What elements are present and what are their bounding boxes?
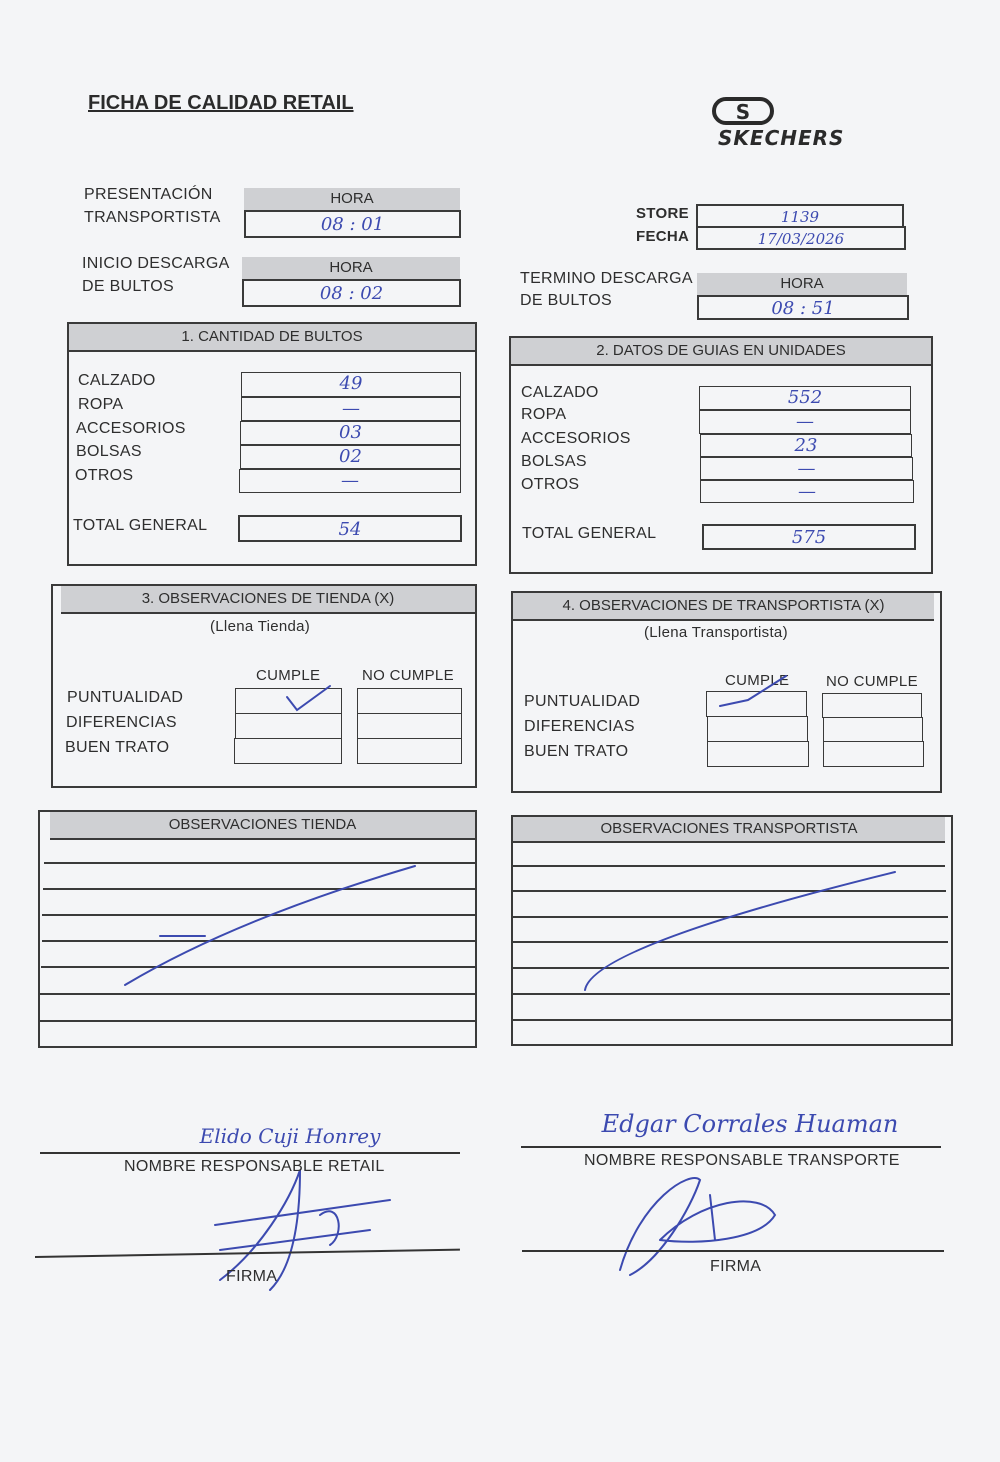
presentacion-hora-field[interactable]: 08 : 01 — [244, 210, 461, 238]
s4-row-label: PUNTUALIDAD — [524, 693, 641, 710]
s4-row-label: DIFERENCIAS — [524, 718, 635, 735]
check-mark-icon — [287, 686, 330, 710]
s2-row-label: ACCESORIOS — [521, 430, 631, 447]
s4-cumple-label: CUMPLE — [725, 672, 790, 689]
firma-line-right — [522, 1250, 944, 1252]
inicio-label-2: DE BULTOS — [82, 278, 174, 295]
s1-row-label: OTROS — [75, 467, 134, 484]
s2-row-label: BOLSAS — [521, 453, 587, 470]
s1-accesorios-field[interactable]: 03 — [240, 421, 461, 445]
section1-header: 1. CANTIDAD DE BULTOS — [69, 324, 475, 352]
s1-row-label: BOLSAS — [76, 443, 142, 460]
retail-name-label: NOMBRE RESPONSABLE RETAIL — [124, 1158, 385, 1175]
s3-cumple-label: CUMPLE — [256, 667, 321, 684]
s1-total-label: TOTAL GENERAL — [73, 517, 208, 534]
presentacion-label-2: TRANSPORTISTA — [84, 209, 221, 226]
s1-ropa-field[interactable]: — — [241, 397, 461, 421]
s2-bolsas-field[interactable]: — — [700, 457, 913, 480]
presentacion-label-1: PRESENTACIÓN — [84, 186, 213, 203]
inicio-hora-field[interactable]: 08 : 02 — [242, 279, 461, 307]
s2-otros-field[interactable]: — — [700, 480, 914, 503]
s2-calzado-field[interactable]: 552 — [699, 386, 911, 410]
check-mark-icon — [720, 676, 786, 706]
s3-row-label: PUNTUALIDAD — [67, 689, 184, 706]
s2-row-label: OTROS — [521, 476, 580, 493]
s2-total-field[interactable]: 575 — [702, 524, 916, 550]
transporte-name-line — [521, 1146, 941, 1148]
firma-label-right: FIRMA — [710, 1258, 762, 1275]
svg-text:S: S — [735, 100, 751, 124]
s3-row-label: DIFERENCIAS — [66, 714, 177, 731]
s4-row-label: BUEN TRATO — [524, 743, 629, 760]
s1-row-label: CALZADO — [78, 372, 156, 389]
fecha-field[interactable]: 17/03/2026 — [696, 226, 906, 250]
termino-hora-header: HORA — [697, 273, 907, 295]
presentacion-hora-header: HORA — [244, 188, 460, 210]
s1-calzado-field[interactable]: 49 — [241, 372, 461, 397]
brand-name: SKECHERS — [718, 126, 845, 150]
strike-line — [585, 872, 895, 990]
s1-total-field[interactable]: 54 — [238, 515, 462, 542]
section3-subtitle: (Llena Tienda) — [210, 618, 311, 635]
s3-row-label: BUEN TRATO — [65, 739, 170, 756]
retail-name-value[interactable]: Elido Cuji Honrey — [199, 1124, 381, 1148]
s2-total-label: TOTAL GENERAL — [522, 525, 657, 542]
inicio-hora-header: HORA — [242, 257, 460, 279]
obs-tienda-header: OBSERVACIONES TIENDA — [50, 812, 475, 840]
termino-hora-field[interactable]: 08 : 51 — [697, 295, 909, 320]
termino-label-2: DE BULTOS — [520, 292, 612, 309]
s1-row-label: ROPA — [78, 396, 124, 413]
s3-no-cumple-label: NO CUMPLE — [362, 667, 454, 684]
form-title: FICHA DE CALIDAD RETAIL — [88, 92, 354, 114]
transporte-name-label: NOMBRE RESPONSABLE TRANSPORTE — [584, 1152, 900, 1169]
transporte-name-value[interactable]: Edgar Corrales Huaman — [601, 1110, 899, 1138]
obs-transportista-header: OBSERVACIONES TRANSPORTISTA — [513, 817, 945, 843]
section3-header: 3. OBSERVACIONES DE TIENDA (X) — [61, 586, 475, 614]
s2-row-label: ROPA — [521, 406, 567, 423]
s1-row-label: ACCESORIOS — [76, 420, 186, 437]
section2-header: 2. DATOS DE GUIAS EN UNIDADES — [511, 338, 931, 366]
store-label: STORE — [636, 205, 689, 222]
retail-name-line — [40, 1152, 460, 1154]
s1-bolsas-field[interactable]: 02 — [240, 445, 461, 469]
strike-line — [125, 866, 415, 985]
termino-label-1: TERMINO DESCARGA — [520, 270, 693, 287]
section4-header: 4. OBSERVACIONES DE TRANSPORTISTA (X) — [513, 593, 934, 621]
s2-accesorios-field[interactable]: 23 — [700, 434, 912, 457]
s2-ropa-field[interactable]: — — [699, 410, 911, 434]
inicio-label-1: INICIO DESCARGA — [82, 255, 230, 272]
section4-subtitle: (Llena Transportista) — [644, 624, 788, 641]
fecha-label: FECHA — [636, 228, 690, 245]
s2-row-label: CALZADO — [521, 384, 599, 401]
firma-label-left: FIRMA — [226, 1268, 278, 1285]
store-field[interactable]: 1139 — [696, 204, 904, 228]
s4-no-cumple-label: NO CUMPLE — [826, 673, 918, 690]
s1-otros-field[interactable]: — — [239, 469, 461, 493]
